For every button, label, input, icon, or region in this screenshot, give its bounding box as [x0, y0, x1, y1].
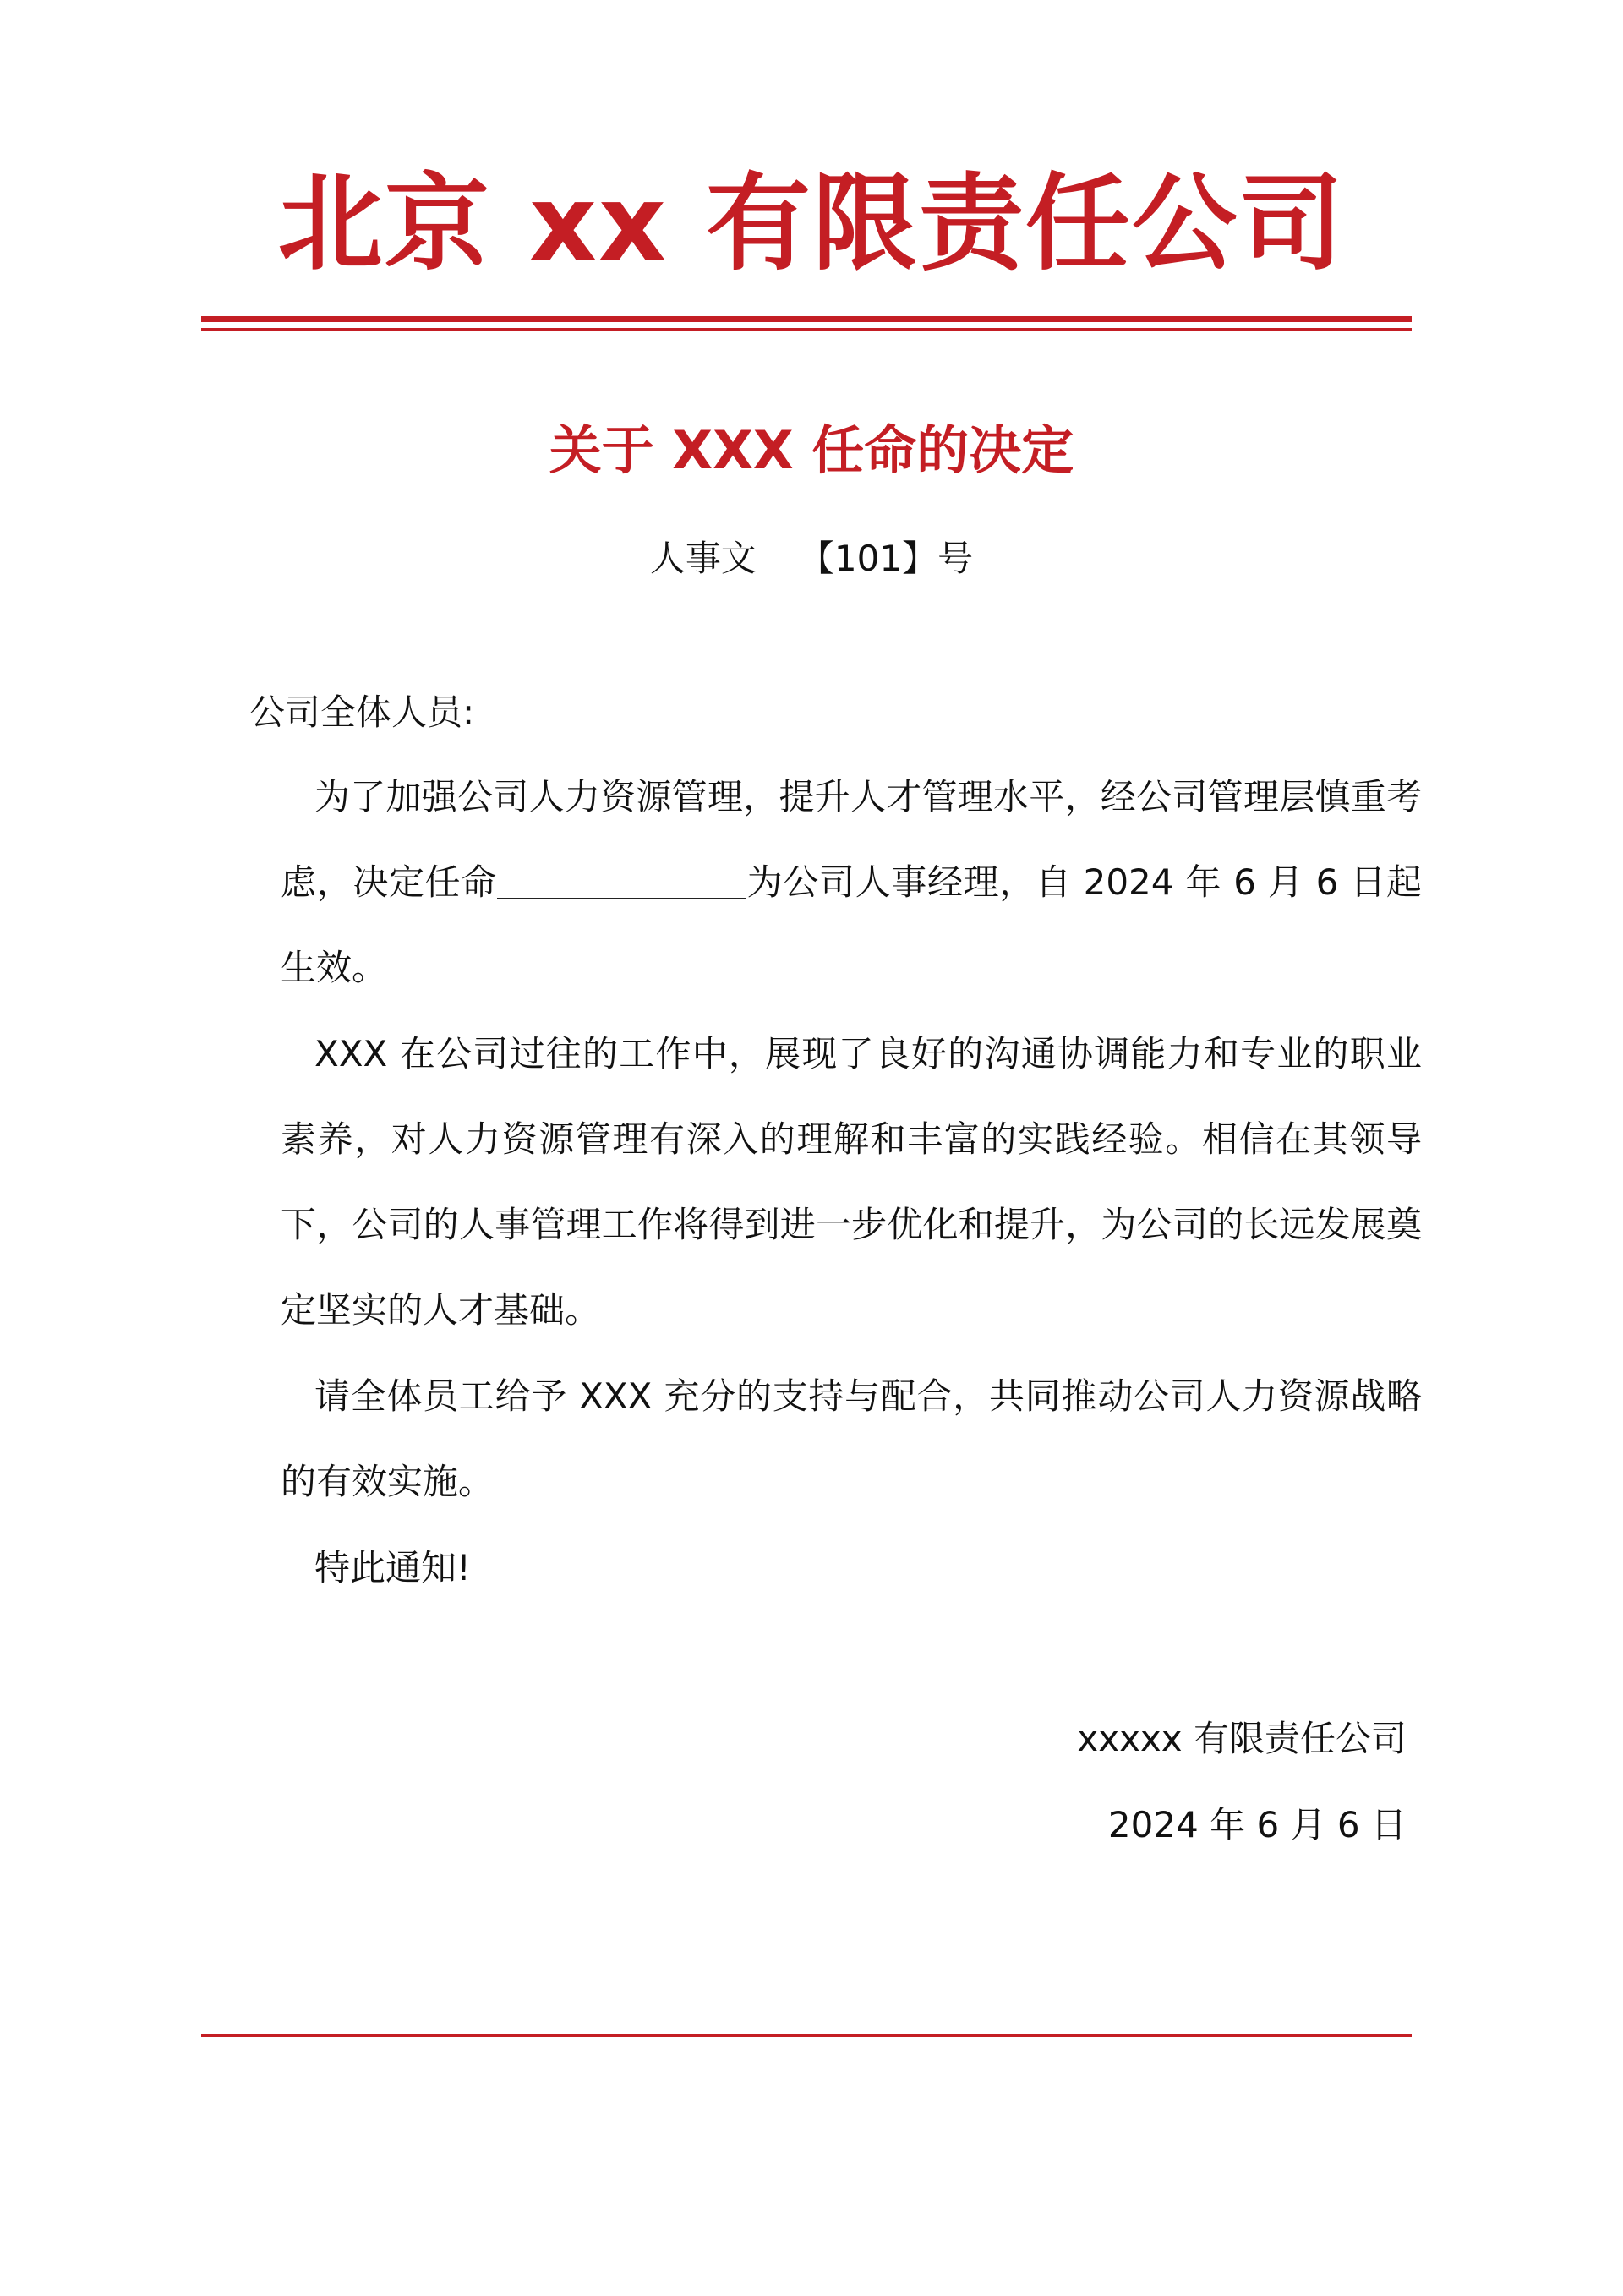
paragraph-qualifications: XXX 在公司过往的工作中，展现了良好的沟通协调能力和专业的职业素养，对人力资源管理有深入的理解和丰富的实践经验。相信在其领导下，公司的人事管理工作将得到进一步优化和提升，为公司的长远发展奠定坚实的人才基础。 — [281, 1033, 1422, 1331]
salutation: 公司全体人员: — [249, 692, 475, 733]
letterhead-company-name: 北京 xx 有限责任公司 — [277, 163, 1346, 285]
signature-date: 2024 年 6 月 6 日 — [1107, 1804, 1407, 1845]
paragraph-appointment-text-start: 为了加强公司人力资源管理，提升人才管理水平，经公司管理层慎重考虑，决定任命 — [281, 776, 1422, 903]
paragraph-appointment-text-end: 为公司人事经理，自 2024 年 6 月 6 日起生效。 — [281, 861, 1422, 988]
footer-divider — [201, 2034, 1412, 2037]
paragraph-notice: 特此通知! — [314, 1547, 471, 1588]
header-divider-thin — [201, 328, 1412, 331]
signature-company: xxxxx 有限责任公司 — [1077, 1718, 1407, 1759]
document-number-prefix: 人事文 — [649, 538, 757, 579]
document-number-value: 【101】号 — [798, 538, 974, 579]
appointee-name-blank — [497, 859, 746, 899]
paragraph-support-request: 请全体员工给予 XXX 充分的支持与配合，共同推动公司人力资源战略的有效实施。 — [281, 1375, 1422, 1502]
document-number — [0, 529, 1623, 588]
paragraph-appointment — [281, 754, 1422, 1010]
header-divider-thick — [201, 316, 1412, 322]
document-title: 关于 XXX 任命的决定 — [549, 419, 1074, 481]
